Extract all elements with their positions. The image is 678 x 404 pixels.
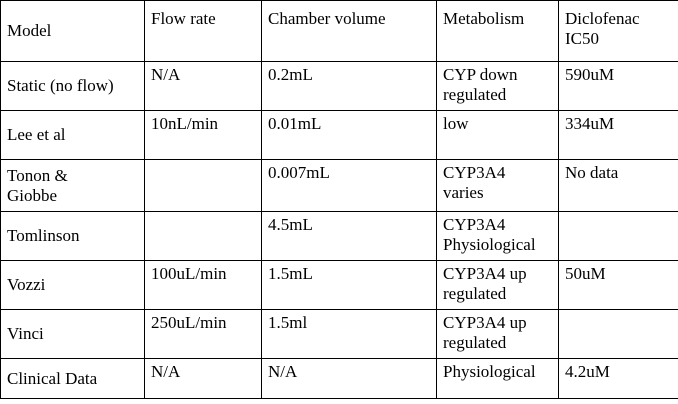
cell-metabolism-line1: Physiological — [443, 362, 536, 381]
table-row — [1, 111, 678, 160]
cell-ic50: No data — [559, 160, 678, 212]
table-row — [1, 261, 678, 310]
table-row — [1, 212, 678, 261]
cell-flow-rate: 250uL/min — [145, 310, 262, 359]
cell-flow-rate: N/A — [145, 359, 262, 399]
cell-flow-rate: 10nL/min — [145, 111, 262, 160]
header-flow-rate: Flow rate — [145, 1, 262, 62]
table-row — [1, 310, 678, 359]
cell-model — [1, 160, 145, 212]
table-row — [1, 359, 678, 399]
cell-metabolism-line1: CYP3A4 — [443, 215, 506, 234]
cell-model: Clinical Data — [1, 359, 145, 399]
cell-metabolism-line2: varies — [443, 183, 484, 202]
cell-chamber-volume: 0.007mL — [262, 160, 437, 212]
cell-model: Vozzi — [1, 261, 145, 310]
cell-model: Static (no flow) — [1, 62, 145, 111]
cell-ic50: 50uM — [559, 261, 678, 310]
cell-metabolism — [437, 212, 559, 261]
cell-metabolism-line1: CYP3A4 up — [443, 264, 527, 283]
cell-metabolism — [437, 62, 559, 111]
cell-chamber-volume: N/A — [262, 359, 437, 399]
cell-chamber-volume: 4.5mL — [262, 212, 437, 261]
table-row — [1, 62, 678, 111]
cell-ic50: 4.2uM — [559, 359, 678, 399]
cell-ic50: 334uM — [559, 111, 678, 160]
cell-model-line1: Tonon & — [7, 165, 68, 185]
cell-metabolism-line1: CYP3A4 — [443, 163, 506, 182]
cell-ic50 — [559, 310, 678, 359]
cell-model: Tomlinson — [1, 212, 145, 261]
cell-metabolism — [437, 111, 559, 160]
header-metabolism: Metabolism — [437, 1, 559, 62]
cell-metabolism-line2: regulated — [443, 284, 507, 303]
cell-flow-rate — [145, 160, 262, 212]
table-header-row — [1, 1, 678, 62]
cell-flow-rate: N/A — [145, 62, 262, 111]
cell-metabolism-line2: regulated — [443, 85, 507, 104]
cell-ic50: 590uM — [559, 62, 678, 111]
header-model: Model — [1, 1, 145, 62]
cell-chamber-volume: 1.5mL — [262, 261, 437, 310]
cell-ic50 — [559, 212, 678, 261]
cell-metabolism-line1: low — [443, 114, 469, 133]
cell-chamber-volume: 0.2mL — [262, 62, 437, 111]
cell-metabolism-line2: regulated — [443, 333, 507, 352]
cell-metabolism-line1: CYP down — [443, 65, 518, 84]
header-chamber-volume: Chamber volume — [262, 1, 437, 62]
header-ic50-line2: IC50 — [565, 29, 599, 48]
cell-model: Vinci — [1, 310, 145, 359]
cell-metabolism — [437, 359, 559, 399]
table-row — [1, 160, 678, 212]
cell-model-line2: Giobbe — [7, 185, 58, 205]
cell-chamber-volume: 1.5ml — [262, 310, 437, 359]
cell-metabolism-line2: Physiological — [443, 235, 536, 254]
header-ic50 — [559, 1, 678, 62]
cell-flow-rate — [145, 212, 262, 261]
cell-chamber-volume: 0.01mL — [262, 111, 437, 160]
cell-metabolism-line1: CYP3A4 up — [443, 313, 527, 332]
header-ic50-line1: Diclofenac — [565, 9, 640, 28]
cell-metabolism — [437, 261, 559, 310]
cell-model: Lee et al — [1, 111, 145, 160]
cell-metabolism — [437, 160, 559, 212]
cell-metabolism — [437, 310, 559, 359]
cell-flow-rate: 100uL/min — [145, 261, 262, 310]
